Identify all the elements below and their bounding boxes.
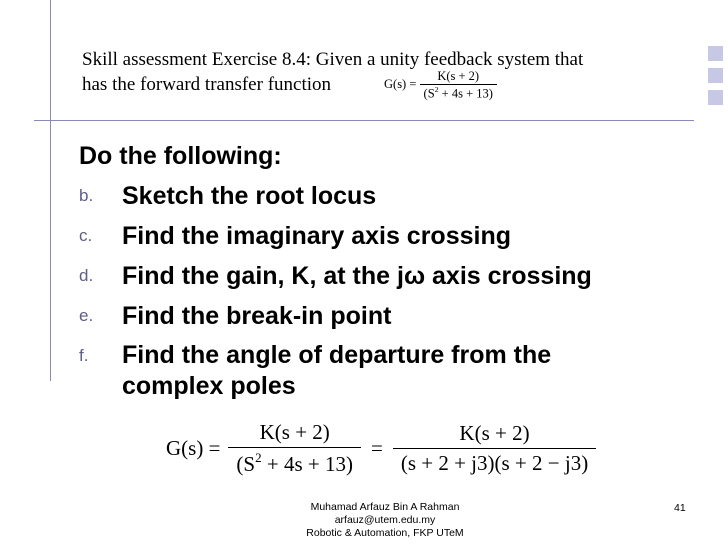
den-post: + 4s + 13) bbox=[438, 86, 493, 101]
list-marker: f. bbox=[79, 346, 89, 365]
tf-fraction bbox=[420, 69, 497, 101]
formula-denominator-2: (s + 2 + j3)(s + 2 − j3) bbox=[400, 451, 589, 476]
list-item bbox=[79, 336, 602, 406]
title-line-2: has the forward transfer function bbox=[82, 74, 332, 95]
title-divider bbox=[34, 120, 694, 121]
decor-square bbox=[708, 68, 723, 83]
formula-fraction-1 bbox=[228, 418, 361, 479]
list-item bbox=[79, 176, 602, 216]
footer-affiliation: Robotic & Automation, FKP UTeM bbox=[306, 527, 464, 539]
footer-author: Muhamad Arfauz Bin A Rahman bbox=[310, 501, 460, 513]
list-marker: d. bbox=[79, 266, 94, 285]
den-post: + 4s + 13) bbox=[261, 452, 353, 477]
list-text: Sketch the root locus bbox=[122, 182, 377, 210]
left-decoration-bar bbox=[0, 0, 51, 381]
list-item bbox=[79, 216, 602, 256]
list-marker: c. bbox=[79, 226, 93, 245]
list-text: Find the break-in point bbox=[122, 302, 392, 330]
list-text: Find the gain, K, at the jω axis crossing bbox=[122, 262, 592, 290]
tf-lhs: G(s) = bbox=[384, 77, 417, 92]
list-text: Find the angle of departure from the complex poles bbox=[122, 341, 552, 400]
list-marker: b. bbox=[79, 186, 94, 205]
task-list bbox=[79, 136, 602, 406]
den-pre: (S bbox=[423, 86, 435, 101]
decor-square bbox=[708, 46, 723, 61]
list-item bbox=[79, 296, 602, 336]
slide-title bbox=[82, 47, 583, 97]
title-transfer-function bbox=[384, 69, 497, 101]
page-number: 41 bbox=[674, 502, 686, 514]
tf-denominator bbox=[420, 85, 497, 101]
den-exponent: 2 bbox=[434, 85, 439, 94]
list-marker: e. bbox=[79, 306, 94, 325]
formula-fraction-2 bbox=[393, 419, 596, 478]
formula-denominator-1 bbox=[228, 448, 361, 479]
list-item bbox=[79, 136, 602, 176]
footer-email: arfauz@utem.edu.my bbox=[334, 514, 436, 526]
list-text: Do the following: bbox=[79, 142, 282, 170]
den-pre: (S bbox=[236, 452, 256, 477]
den-exponent: 2 bbox=[255, 450, 262, 465]
list-text: Find the imaginary axis crossing bbox=[122, 222, 512, 250]
slide-footer bbox=[280, 501, 490, 540]
list-item bbox=[79, 256, 602, 296]
tf-numerator: K(s + 2) bbox=[437, 69, 480, 83]
formula-numerator-2: K(s + 2) bbox=[459, 421, 530, 446]
formula-lhs: G(s) = bbox=[166, 436, 221, 461]
equals-sign: = bbox=[370, 436, 383, 461]
decor-square bbox=[708, 90, 723, 105]
formula-numerator-1: K(s + 2) bbox=[259, 420, 330, 444]
title-line-1: Skill assessment Exercise 8.4: Given a unity feedback system that bbox=[82, 49, 584, 70]
transfer-function-formula bbox=[166, 418, 596, 479]
